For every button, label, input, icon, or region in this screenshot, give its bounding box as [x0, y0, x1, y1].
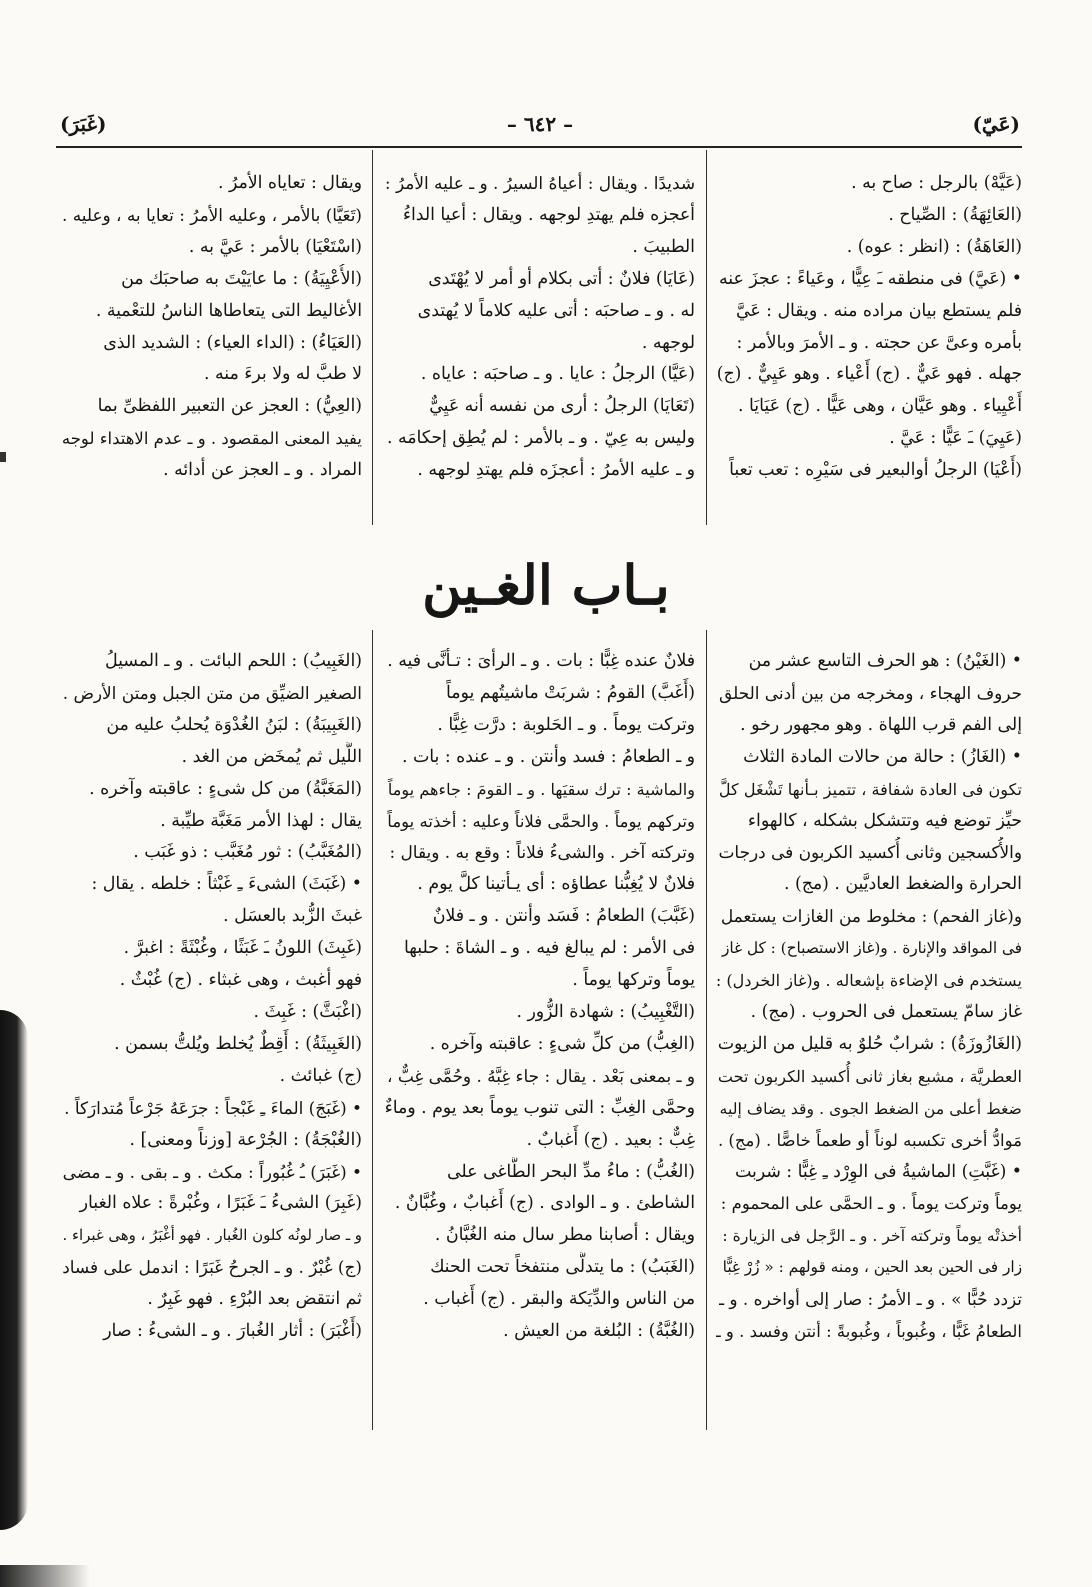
running-head-first-entry: (عَيّ) — [972, 112, 1020, 136]
entry-line: (عَايَا) فلانٌ : أتى بكلام أو أمر لا يُهْتَدى — [428, 268, 695, 289]
entry-line: و ـ بمعنى بَعْد . يقال : جاء غِبَّهُ . وحُمَّى غِبٌّ ، — [387, 1065, 695, 1086]
entry-line: (ج) غُبْرٌ . و ـ الجرحُ غَبَرًا : اندمل على فساد — [62, 1257, 362, 1278]
entry-line: و ـ عليه الأمرُ : أعجزَه فلم يهتدِ لوجهه . — [417, 460, 695, 481]
entry-line: شديدًا . ويقال : أعياهُ السيرُ . و ـ عليه الأمرُ : — [384, 173, 695, 193]
entry-line: الحرارة والضغط العاديَّين . (مج) . — [784, 874, 1022, 895]
entry-line: و(غاز الفحم) : مخلوط من الغازات يستعمل — [720, 906, 1022, 927]
entry-line: ويقال : تعاياه الأمرُ . — [218, 173, 362, 193]
column-divider-upper-right — [706, 150, 707, 525]
entry-line: تكون فى العادة شفافة ، تتميز بـأنها تَشْغَل كلَّ — [718, 779, 1022, 799]
entry-line: (اغْبَثَّ) : غَبِثَ . — [253, 1001, 362, 1022]
entry-line: يفيد المعنى المقصود . و ـ عدم الاهتداء لوجه — [61, 429, 362, 449]
entry-line: (تَعَيَّا) بالأمر ، وعليه الأمرُ : تعايا به ، وعليه . — [61, 204, 362, 225]
entry-line: يستخدم فى الإضاءة بإشعاله . و(غاز الخردل) : — [716, 971, 1022, 991]
entry-line: (تَعَايَا) الرجلُ : أرى من نفسه أنه عَيِيٌّ — [429, 396, 695, 417]
entry-line: فلانٌ عنده غِبًّا : بات . و ـ الرأىَ : تـأنَّى فيه . — [387, 651, 695, 671]
entry-line: (العَائِهَةُ) : الصِّياح . — [888, 204, 1022, 225]
entry-line: ثم انتقض بعد البُرْءِ . فهو غَبِرٌ . — [147, 1289, 362, 1310]
entry-line: مَوادُّ أخرى تكسبه لوناً أو طعماً خاصًّا . (مج) . — [717, 1130, 1022, 1150]
entry-line: (الغَبِيبُ) : اللحم البائت . و ـ المسيلُ — [104, 651, 362, 671]
entry-line: (الغَبِيبَةُ) : لبَنُ الغُدْوَة يُحلبُ عليه من — [106, 714, 362, 735]
entry-line: أخذتْه يوماً وتركته آخر . و ـ الرَّجل فى الزيارة : — [722, 1226, 1022, 1246]
entry-line: حيِّز توضع فيه وتتشكل بشكله ، كالهواء — [747, 810, 1022, 831]
entry-line: (التَّغْبِيبُ) : شهادة الزُّور . — [516, 1001, 695, 1022]
entry-line: وتركته آخر . والشىءُ فلاناً : وقع به . ويقال : — [389, 842, 695, 863]
entry-line: • (غَبَجَ) الماءَ ـِ غَبْجاً : جرَعَهُ جَرْعاً مُتدارَكاً . — [64, 1097, 362, 1118]
entry-line: تزدد حُبًّا » . و ـ الأمرُ : صار إلى أواخره . و ـ — [719, 1289, 1022, 1310]
entry-line: فى الأمر : لم يبالغ فيه . و ـ الشاةَ : حلبها — [404, 938, 695, 959]
entry-line: (الغُبُّ) : ماءُ مدِّ البحر الطَّاغى على — [447, 1161, 695, 1182]
entry-line: والماشية : ترك سقيَها . و ـ القومَ : جاءهم يوماً — [387, 779, 695, 799]
entry-line: غاز سامّ يستعمل فى الحروب . (مج) . — [750, 1001, 1022, 1022]
entry-line: (الأُعْيِيَةُ) : ما عايَيْتَ به صاحبَك من — [121, 268, 362, 289]
entry-line: (اسْتَعْيَا) بالأمر : عَيَّ به . — [188, 236, 362, 257]
entry-line: المراد . و ـ العجز عن أدائه . — [163, 460, 362, 481]
column-divider-lower-left — [372, 630, 373, 1430]
entry-line: • (عَيَّ) فى منطقه ـَ عِيًّا ، وعَياءً : عجزَ عنه — [719, 268, 1022, 289]
entry-line: لوجهه . — [641, 332, 695, 353]
entry-line: الصغير الضيِّق من متن الجبل ومتن الأرض . — [62, 682, 362, 703]
running-head-last-entry: (غَبَرَ) — [60, 112, 107, 136]
entry-line: • (غَبَّتِ) الماشيةُ فى الوِرْد ـِ غِبًّا : شربت — [734, 1161, 1022, 1182]
entry-line: جهله . فهو عَيٌّ . (ج) أَعْياء . وهو عَيِيٌّ . (ج) — [716, 364, 1022, 385]
entry-line: حروف الهجاء ، ومخرجه من بين أدنى الحلق — [719, 682, 1022, 703]
scan-edge-mark — [0, 452, 6, 462]
entry-line: بأمره وعىَّ عن حجته . و ـ الأمرَ وبالأمر : — [736, 332, 1022, 353]
entry-line: وتركهم يوماً . والحمَّى فلاناً وعليه : أخذته يوماً — [387, 811, 695, 831]
entry-line: (غَبَّبَ) الطعامُ : فَسَد وأنتن . و ـ فلانٌ — [432, 906, 695, 927]
entry-line: (الغَازُوزَةُ) : شرابٌ حُلوٌ به قليل من الزيوت — [717, 1033, 1022, 1054]
entry-line: (الغَبِيثَةُ) : أَقِطٌ يُخلط ويُلتُّ بسمن . — [114, 1033, 362, 1054]
entry-line: • (الغَيْنُ) : هو الحرف التاسع عشر من — [748, 651, 1022, 671]
entry-line: ضغط أعلى من الضغط الجوى . وقد يضاف إليه — [719, 1098, 1022, 1118]
entry-line: والأُكسجين وثانى أُكسيد الكربون فى درجات — [718, 842, 1022, 863]
chapter-heading: بـاب الغـين — [422, 553, 670, 617]
upper-right-column — [716, 168, 1022, 487]
upper-left-column — [60, 168, 362, 487]
page-number: – ٦٤٢ – — [506, 112, 574, 136]
entry-line: (المَغَبَّةُ) من كل شىءٍ : عاقبته وآخره . — [89, 778, 362, 799]
entry-line: فلانٌ لا يُغِبُّنا عطاؤه : أى يـأتينا كلَّ يوم . — [417, 874, 695, 895]
entry-line: و ـ الطعامُ : فسد وأنتن . و ـ عنده : بات . — [402, 746, 695, 767]
upper-middle-column — [383, 168, 695, 487]
entry-line: (أَغْبَرَ) : أثار الغُبارَ . و ـ الشىءُ : صار — [103, 1321, 362, 1342]
scan-shadow — [0, 1010, 28, 1530]
entry-line: العطريَّة ، مشبع بغاز ثانى أُكسيد الكربون تحت — [717, 1066, 1022, 1086]
entry-line: (العَاهَةُ) : (انظر : عوه) . — [846, 236, 1022, 257]
entry-line: اللَّيل ثم يُمخَض من الغد . — [181, 746, 362, 767]
entry-line: يقال : لهذا الأمر مَغَبَّة طيِّبة . — [160, 810, 362, 831]
entry-line: (الغُبْجَةُ) : الجُرْعة [وزناً ومعنى] . — [129, 1129, 362, 1150]
entry-line: • (غَبَرَ) ـُ غُبُوراً : مكث . و ـ بقى . و ـ مضى — [62, 1161, 362, 1182]
entry-line: ويقال : أصابنا مطر سال منه الغُبَّانُ . — [434, 1225, 695, 1246]
entry-line: • (غَبَثَ) الشىءَ ـِ غَبْثاً : خلطه . يقال : — [91, 874, 362, 895]
entry-line: الطبيبَ . — [632, 236, 695, 257]
entry-line: (أَغَبَّ) القومُ : شربَتْ ماشيتُهم يوماً — [446, 682, 695, 703]
entry-line: لا طبَّ له ولا برءَ منه . — [204, 364, 362, 385]
entry-line: إلى الفم قرب اللهاة . وهو مجهور رخو . — [740, 714, 1022, 735]
entry-line: زار فى الحين بعد الحين ، ومنه قولهم : « زُرْ غِبًّا — [722, 1258, 1022, 1277]
entry-line: أعجزه فلم يهتدِ لوجهه . ويقال : أعيا الداءُ — [402, 204, 695, 225]
header-rule — [56, 146, 1022, 148]
entry-line: وحمَّى الغِبِّ : التى تنوب يوماً بعد يوم . وماءٌ — [384, 1097, 695, 1118]
entry-line: وليس به عِيّ . و ـ بالأمر : لم يُطِق إحكامَه . — [387, 428, 695, 449]
entry-line: (الغِبُّ) من كلِّ شىءٍ : عاقبته وآخره . — [429, 1033, 695, 1054]
entry-line: و ـ صار لونُه كلون الغُبار . فهو أغْبَرُ ، وهى غبراء . — [62, 1226, 362, 1245]
entry-line: (عَيَّهْ) بالرجل : صاح به . — [851, 173, 1022, 193]
entry-line: • (الغَازُ) : حالة من حالات المادة الثلاث — [743, 746, 1022, 767]
entry-line: وتركت يوماً . و ـ الحَلوبة : درَّت غِبًّا . — [437, 714, 695, 735]
entry-line: (الغَبَبُ) : ما يتدلَّى منتفخاً تحت الحنك — [430, 1257, 695, 1278]
entry-line: (عَيِيَ) ـَ عَيًّا : عَيَّ . — [889, 428, 1022, 449]
entry-line: (المُغَبَّبُ) : ثور مُغَبَّب : ذو غَبَب . — [133, 842, 362, 863]
entry-line: (غَبِثَ) اللونُ ـَ غَبَثًا ، وغُبْثَةً : اغبرَّ . — [123, 938, 362, 959]
column-divider-upper-left — [372, 150, 373, 525]
entry-line: أَعْيِياء . وهو عَيَّان ، وهى عَيًّا . (ج) عَيَايَا . — [738, 396, 1022, 417]
entry-line: (عَيَّا) الرجلُ : عايا . و ـ صاحبَه : عاياه . — [420, 364, 695, 385]
entry-line: فهو أغبث ، وهى غبثاء . (ج) غُبْثٌ . — [119, 970, 362, 991]
entry-line: غبثَ الزُّبد بالعسَل . — [223, 906, 362, 927]
scan-bottom-shadow — [0, 1565, 90, 1587]
entry-line: (أَعْيَا) الرجلُ أوالبعير فى سَيْرِه : تعب تعباً — [729, 460, 1022, 481]
entry-line: (العَيَاءُ) : (الداء العياء) : الشديد الذى — [103, 332, 362, 353]
entry-line: الطعامُ غَبًّا ، وغُبوباً ، وغُبوبةً : أنتن وفسد . و ـ — [716, 1322, 1022, 1342]
lower-right-column — [716, 646, 1022, 1348]
entry-line: (غَبِرَ) الشىءُ ـَ غَبَرًا ، وغُبْرةً : علاه الغبار — [79, 1193, 362, 1214]
entry-line: (العِيُّ) : العجز عن التعبير اللفظىِّ بما — [97, 396, 362, 417]
entry-line: من الناس والدِّيَكة والبقر . (ج) أَغباب . — [423, 1289, 695, 1310]
entry-line: يوماً وتركت يوماً . و ـ الحمَّى على المحموم : — [720, 1194, 1022, 1214]
entry-line: (ج) غبائث . — [279, 1065, 362, 1086]
entry-line: فلم يستطع بيان مراده منه . ويقال : عَيَّ — [735, 300, 1022, 321]
entry-line: فى المواقد والإنارة . و(غاز الاستصباح) : كل غاز — [721, 939, 1022, 958]
entry-line: يوماً وتركها يوماً . — [572, 970, 695, 991]
entry-line: الأغاليط التى يتعاطاها الناسُ للتعْمية . — [95, 300, 362, 321]
entry-line: له . و ـ صاحبَه : أتى عليه كلاماً لا يُهتدى — [417, 300, 695, 321]
entry-line: (الغُبَّةُ) : البُلغة من العيش . — [503, 1321, 695, 1342]
entry-line: الشاطئ . و ـ الوادى . (ج) أَغبابٌ ، وغُبَّانٌ . — [394, 1193, 695, 1214]
running-head — [60, 112, 1020, 148]
entry-line: غِبٌّ : بعيد . (ج) أَغبابٌ . — [526, 1129, 695, 1150]
column-divider-lower-right — [706, 630, 707, 1430]
lower-middle-column — [383, 646, 695, 1348]
lower-left-column — [60, 646, 362, 1348]
